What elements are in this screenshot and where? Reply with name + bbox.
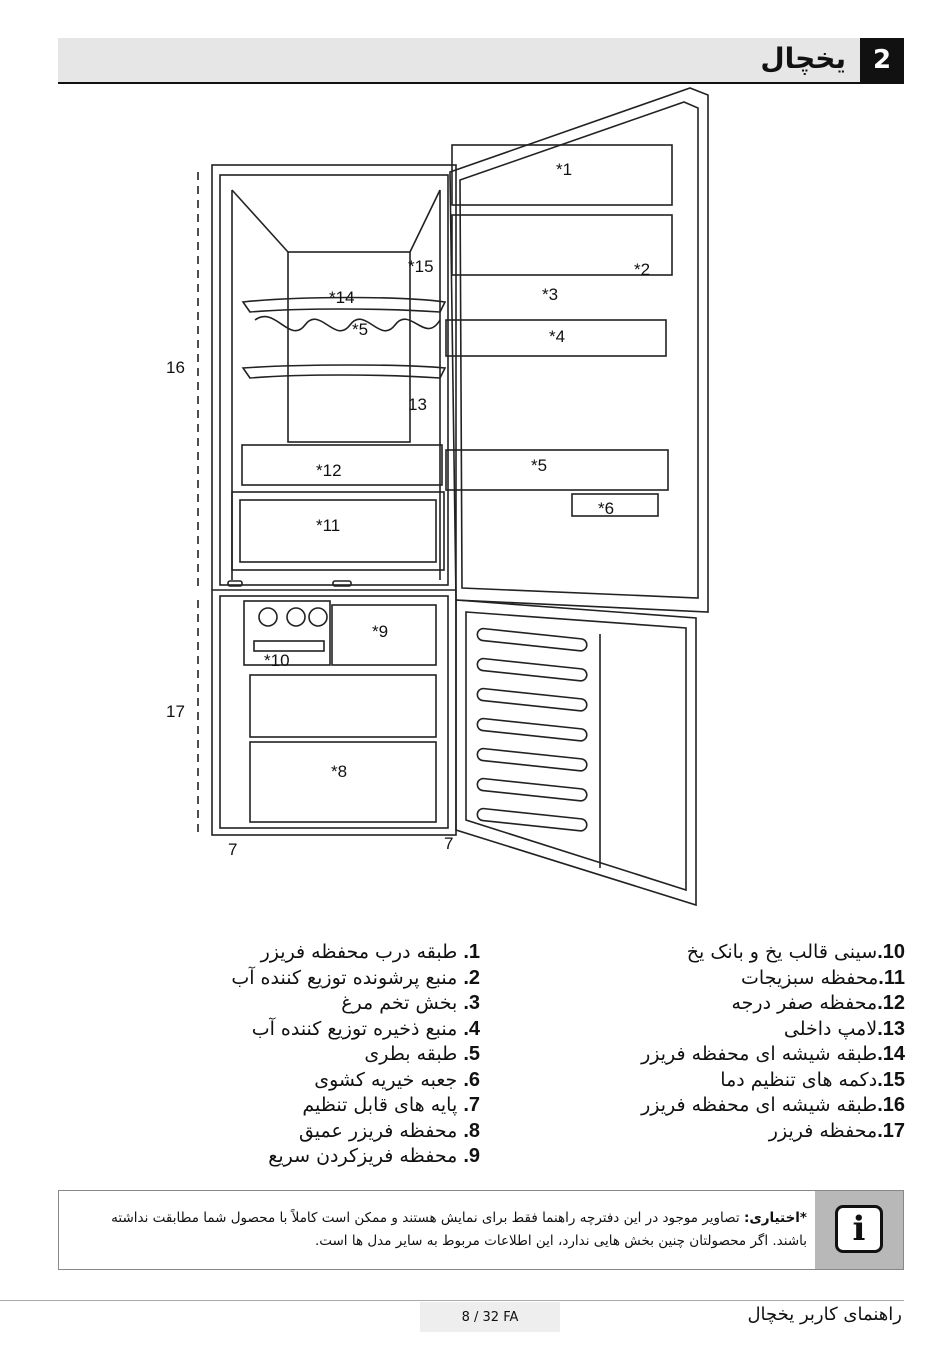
callout-14: *14 [329,288,355,307]
legend-right-column [640,940,905,1144]
callout-12: *12 [316,461,342,480]
footer-divider [0,1300,904,1301]
freezer-drawer-upper [250,675,436,737]
callout-10: *10 [264,651,290,670]
callout-1: *1 [556,160,573,179]
info-icon: i [835,1205,883,1253]
callout-5-door: *5 [531,456,548,475]
info-icon-box [815,1191,903,1269]
legend-item: 15.دکمه های تنظیم دما [720,1068,905,1091]
note-label: *اختیاری: [743,1210,807,1226]
legend-left-column [231,940,480,1170]
legend-item: 5. طبقه بطری [364,1043,480,1065]
legend-item: 6. جعبه خیریه کشوی [314,1068,480,1091]
callout-17: 17 [166,702,185,721]
freezer-drawer-deep [250,742,436,822]
legend-item: 14.طبقه شیشه ای محفظه فریزر [641,1043,905,1065]
legend-item: 13.لامپ داخلی [783,1017,905,1040]
legend-item: 10.سینی قالب یخ و بانک یخ [686,941,905,963]
callout-3: *3 [542,285,559,304]
callout-13: 13 [408,395,427,414]
section-number: 2 [860,38,904,82]
legend-item: 4. منبع ذخیره توزیع کننده آب [251,1017,480,1040]
legend-item: 12.محفظه صفر درجه [731,992,905,1014]
zero-degree-drawer [242,445,442,485]
callout-5-rack: *5 [352,320,369,339]
callout-4: *4 [549,327,566,346]
legend-item: 8. محفظه فریزر عمیق [298,1119,480,1142]
section-title: یخچال [760,42,846,75]
legend-item: 3. بخش تخم مرغ [341,992,480,1014]
callout-16: 16 [166,358,185,377]
callout-11: *11 [316,516,341,535]
legend-item: 17.محفظه فریزر [768,1119,905,1142]
callout-15: *15 [408,257,434,276]
legend-item: 1. طبقه درب محفظه فریزر [260,941,480,963]
callout-8: *8 [331,762,348,781]
legend-item: 9. محفظه فریزکردن سریع [268,1145,480,1167]
callout-6: *6 [598,499,615,518]
door-shelf-5 [446,450,668,490]
callout-9: *9 [372,622,389,641]
legend-item: 16.طبقه شیشه ای محفظه فریزر [641,1094,905,1116]
callout-7-left: 7 [228,840,238,859]
door-drawer-6 [572,494,658,516]
legend-item: 7. پایه های قابل تنظیم [302,1094,480,1116]
bottle-rack [255,317,440,331]
footer-title: راهنمای کاربر یخچال [747,1304,902,1325]
note-text [87,1207,807,1253]
freezer-door [456,600,696,905]
callout-2: *2 [634,260,651,279]
freezer-compartment-outline [220,596,448,828]
optional-note-box [58,1190,904,1270]
glass-shelf-16 [243,365,445,378]
fridge-door [450,88,708,612]
page-number: 8 / 32 FA [420,1302,560,1332]
legend-item: 2. منبع پرشونده توزیع کننده آب [231,966,480,989]
note-body: تصاویر موجود در این دفترچه راهنما فقط برای نمایش هستند و ممکن است کاملاً با محصول شما مطابقت نداشته باشند. اگر محصولتان چنین بخش هایی ندارد، این اطلاعات مربوط به سایر مدل ها است. [111,1210,807,1249]
legend-item: 11.محفظه سبزیجات [741,966,905,989]
callout-7-right: 7 [444,834,454,853]
